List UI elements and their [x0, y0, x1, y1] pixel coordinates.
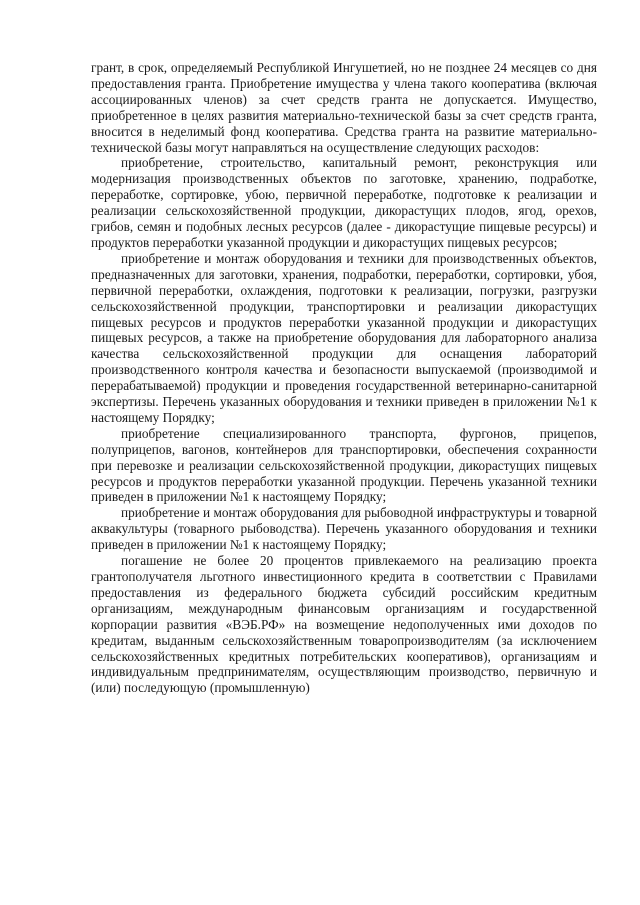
- document-page: [91, 60, 597, 696]
- paragraph-specialized-transport: приобретение специализированного транспорта, фургонов, прицепов, полуприцепов, вагонов, контейнеров для транспортировки, обеспечения сохранности при перевозке и реализации сельскохозяйственной продукции, дикорастущих пищевых ресурсов и продуктов переработки указанной продукции. Перечень указанной техники приведен в приложении №1 к настоящему Порядку;: [91, 425, 597, 505]
- paragraph-aquaculture-equipment: приобретение и монтаж оборудования для рыбоводной инфраструктуры и товарной аквакультуры (товарного рыбоводства). Перечень указанного оборудования и техники приведен в приложении №1 к настоящему Порядку;: [91, 505, 597, 553]
- paragraph-equipment-installation: приобретение и монтаж оборудования и техники для производственных объектов, предназначенных для заготовки, хранения, подработки, переработки, сортировки, убоя, первичной переработки, охлаждения, подготовки к реализации, погрузки, разгрузки сельскохозяйственной продукции, транспортировки и реализации дикорастущих пищевых ресурсов и продуктов переработки указанной продукции и дикорастущих пищевых ресурсов, а также на приобретение оборудования для лабораторного анализа качества сельскохозяйственной продукции для оснащения лабораторий производственного контроля качества и безопасности выпускаемой (производимой и перерабатываемой) продукции и проведения государственной ветеринарно-санитарной экспертизы. Перечень указанных оборудования и техники приведен в приложении №1 к настоящему Порядку;: [91, 250, 597, 425]
- paragraph-construction-objects: приобретение, строительство, капитальный ремонт, реконструкция или модернизация производственных объектов по заготовке, хранению, подработке, переработке, сортировке, убою, первичной переработке, подготовке к реализации и реализации сельскохозяйственной продукции, дикорастущих плодов, ягод, орехов, грибов, семян и подобных лесных ресурсов (далее - дикорастущие пищевые ресурсы) и продуктов переработки указанной продукции и дикорастущих пищевых ресурсов;: [91, 155, 597, 250]
- paragraph-grant-terms: грант, в срок, определяемый Республикой Ингушетией, но не позднее 24 месяцев со дня предоставления гранта. Приобретение имущества у члена такого кооператива (включая ассоциированных членов) за счет средств гранта не допускается. Имущество, приобретенное в целях развития материально-технической базы за счет средств гранта, вносится в неделимый фонд кооператива. Средства гранта на развитие материально-технической базы могут направляться на осуществление следующих расходов:: [91, 60, 597, 155]
- paragraph-credit-repayment: погашение не более 20 процентов привлекаемого на реализацию проекта грантополучателя льготного инвестиционного кредита в соответствии с Правилами предоставления из федерального бюджета субсидий российским кредитным организациям, международным финансовым организациям и государственной корпорации развития «ВЭБ.РФ» на возмещение недополученных ими доходов по кредитам, выданным сельскохозяйственным товаропроизводителям (за исключением сельскохозяйственных кредитных потребительских кооперативов), организациям и индивидуальным предпринимателям, осуществляющим производство, первичную и (или) последующую (промышленную): [91, 553, 597, 696]
